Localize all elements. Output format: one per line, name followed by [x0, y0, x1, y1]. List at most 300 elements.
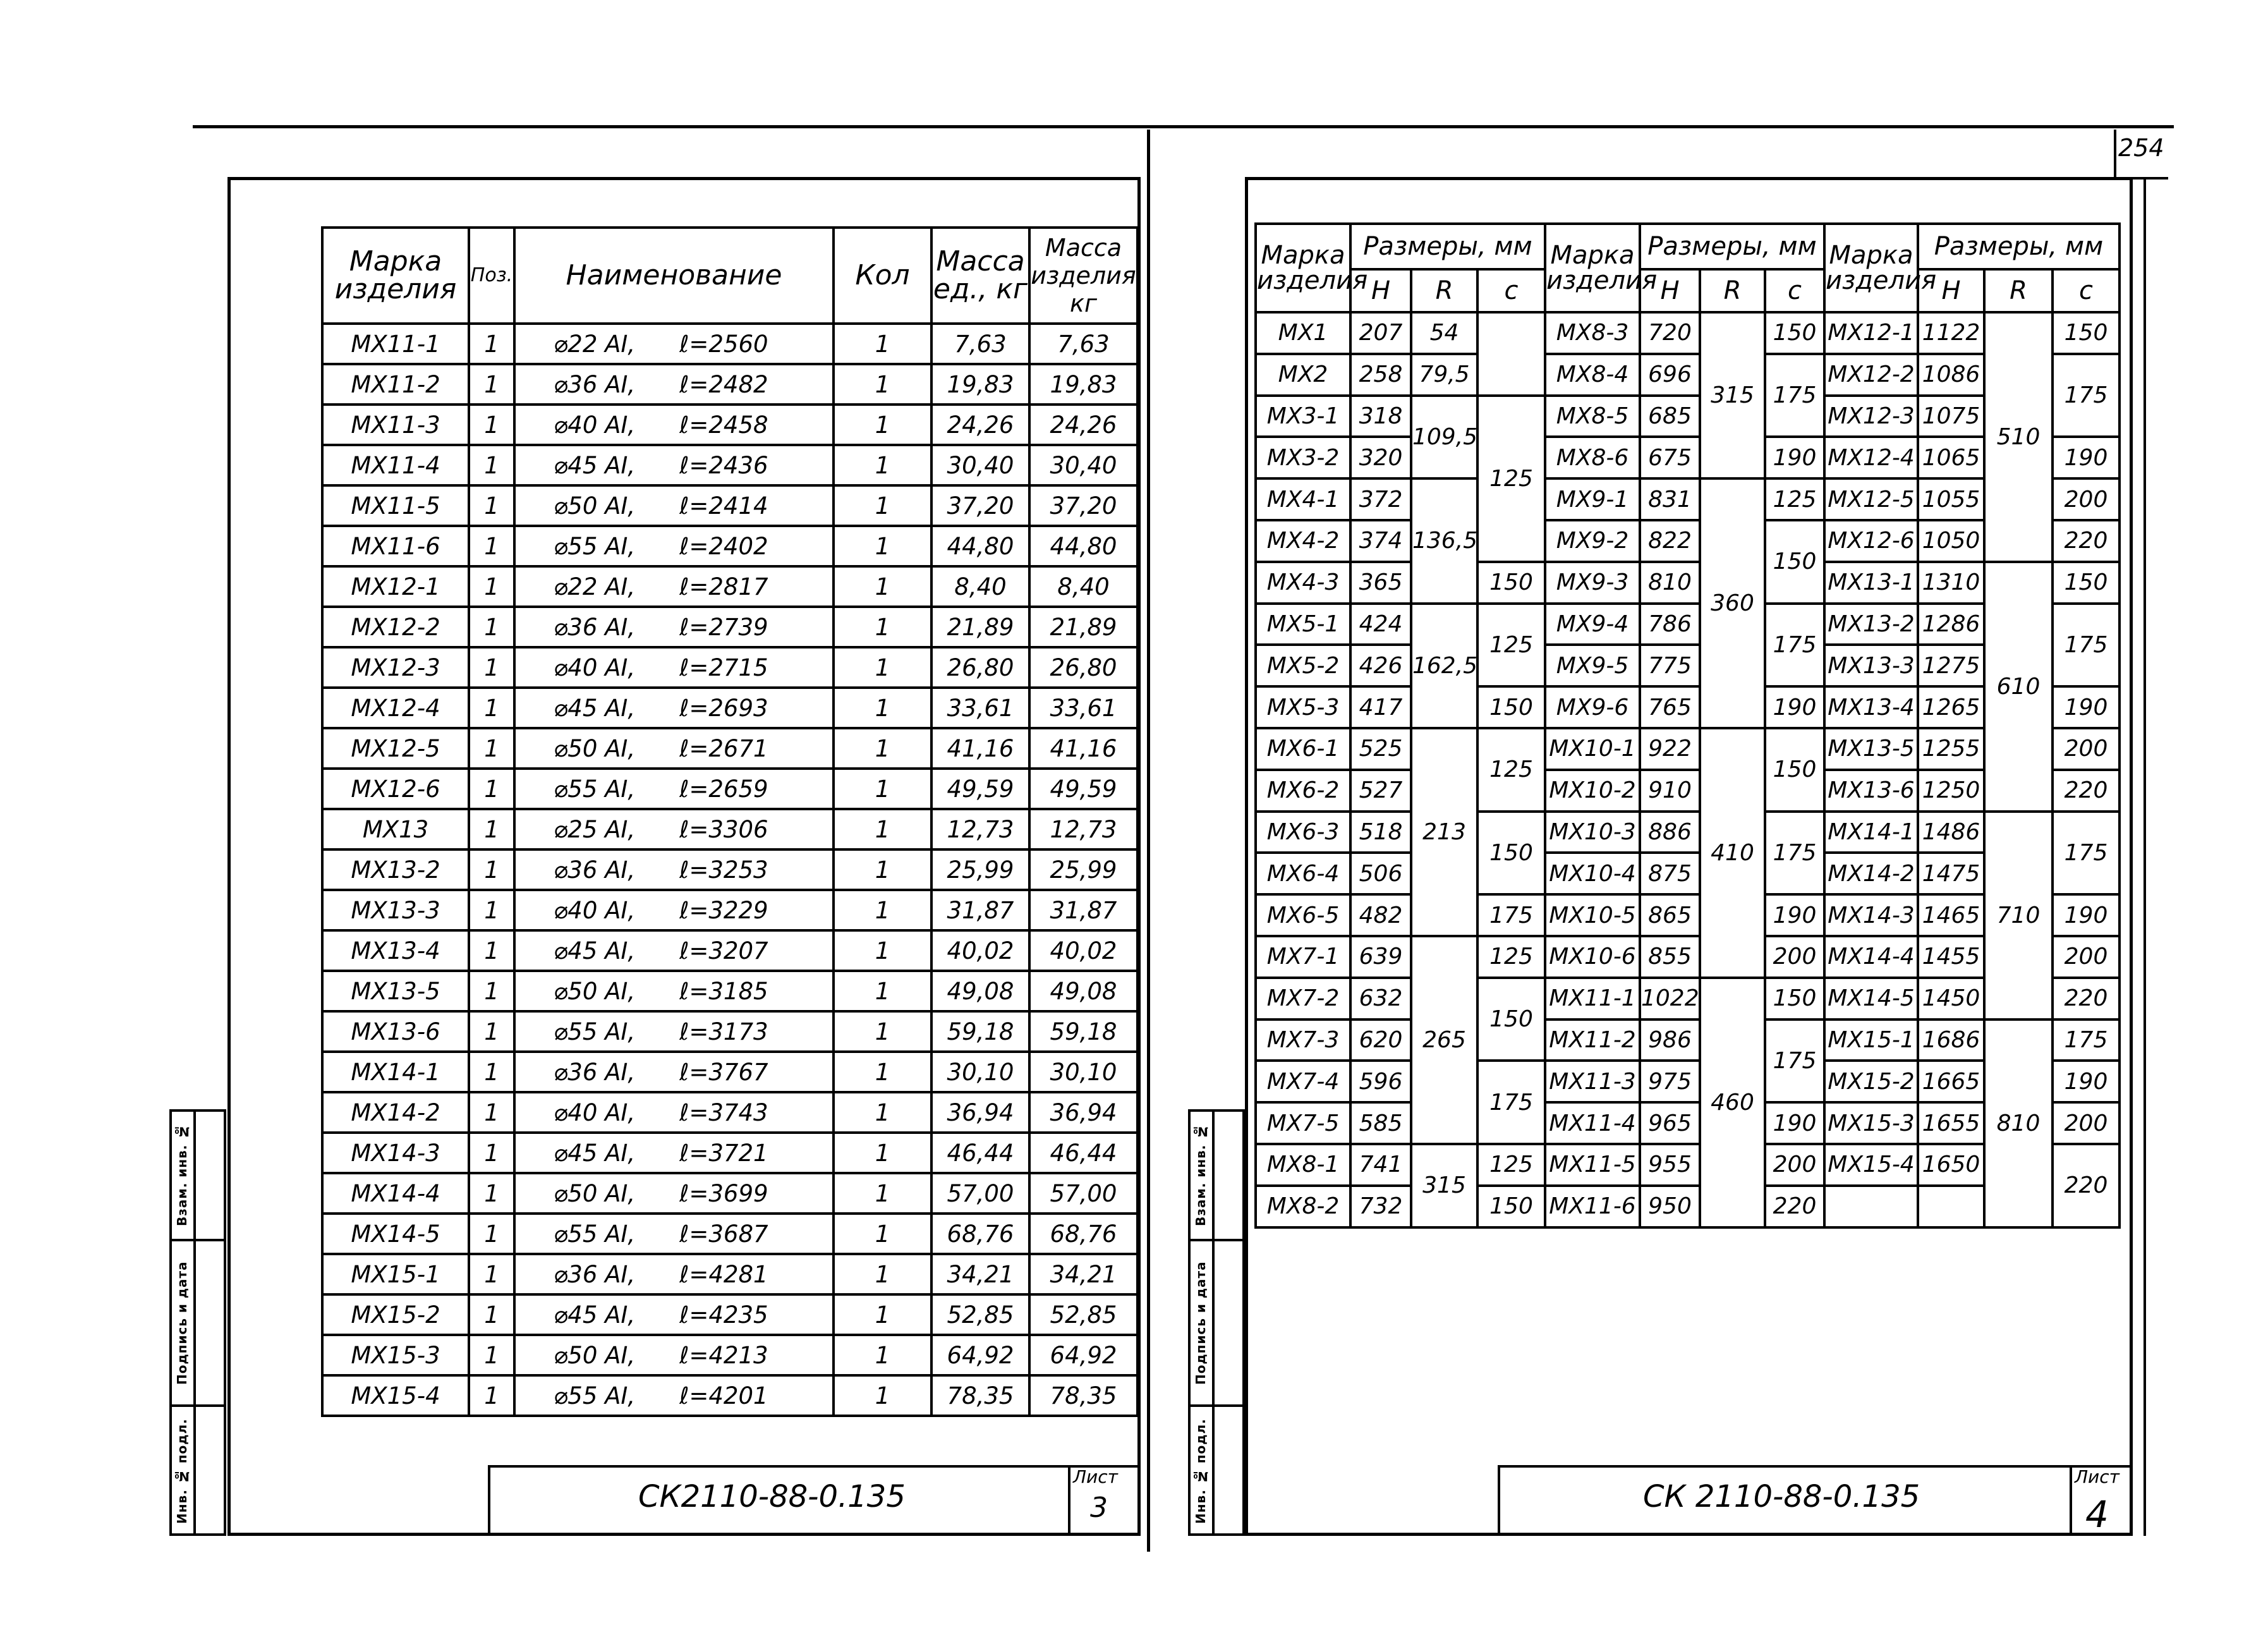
left-specification-table	[321, 226, 1139, 1417]
cell-qty: 1	[834, 364, 931, 405]
bar-diameter: ⌀45 АI,	[554, 694, 636, 722]
cell-mass-item: 57,00	[1029, 1173, 1137, 1214]
cell-qty: 1	[834, 1254, 931, 1294]
cell-mark: МХ10-3	[1545, 812, 1640, 853]
cell-R: 315	[1411, 1144, 1477, 1227]
cell-mark: МХ15-2	[1824, 1061, 1918, 1102]
cell-mass-item: 26,80	[1029, 647, 1137, 688]
bar-diameter: ⌀50 АI,	[554, 734, 636, 762]
cell-H: 417	[1350, 686, 1411, 728]
cell-H: 741	[1350, 1144, 1411, 1186]
cell-H: 1450	[1918, 978, 1984, 1019]
cell-mass-unit: 41,16	[931, 728, 1029, 769]
cell-H: 1122	[1918, 312, 1984, 354]
cell-pos: 1	[469, 1214, 514, 1254]
bar-length: ℓ=4281	[679, 1260, 768, 1288]
cell-mark: МХ7-1	[1256, 936, 1350, 978]
cell-mark: МХ6-2	[1256, 770, 1350, 812]
cell-qty: 1	[834, 1133, 931, 1173]
cell-c: 175	[2053, 1019, 2119, 1061]
table-row	[322, 849, 1137, 890]
cell-name	[514, 688, 834, 728]
cell-pos: 1	[469, 849, 514, 890]
cell-mark: МХ14-1	[1824, 812, 1918, 853]
cell-name	[514, 405, 834, 445]
cell-name	[514, 728, 834, 769]
cell-mark: МХ4-2	[1256, 520, 1350, 562]
cell-H: 1050	[1918, 520, 1984, 562]
cell-name	[514, 1173, 834, 1214]
cell-mark: МХ13-6	[322, 1011, 469, 1052]
cell-c: 200	[2053, 478, 2119, 520]
cell-qty: 1	[834, 769, 931, 809]
cell-mark: МХ10-1	[1545, 728, 1640, 770]
cell-pos: 1	[469, 971, 514, 1011]
cell-name	[514, 1052, 834, 1092]
cell-mark: МХ15-4	[1824, 1144, 1918, 1186]
cell-mark: МХ7-2	[1256, 978, 1350, 1019]
cell-mark: МХ12-6	[1824, 520, 1918, 562]
cell-mass-unit: 31,87	[931, 890, 1029, 930]
top-binding-line	[193, 125, 2174, 128]
right-stamp-vzam: Взам. инв. №	[1193, 1123, 1208, 1227]
table-row	[322, 485, 1137, 526]
cell-pos: 1	[469, 1335, 514, 1375]
bar-length: ℓ=2402	[679, 532, 768, 560]
table-row	[322, 1011, 1137, 1052]
cell-c: 200	[2053, 936, 2119, 978]
cell-qty: 1	[834, 1335, 931, 1375]
cell-pos: 1	[469, 1092, 514, 1133]
cell-c: 220	[1765, 1186, 1824, 1227]
cell-H: 886	[1640, 812, 1700, 853]
cell-mark: МХ6-3	[1256, 812, 1350, 853]
header-R-1: R	[1411, 269, 1477, 312]
table-row	[322, 971, 1137, 1011]
cell-mass-unit: 26,80	[931, 647, 1029, 688]
cell-H: 506	[1350, 853, 1411, 894]
cell-mass-item: 49,08	[1029, 971, 1137, 1011]
cell-pos: 1	[469, 1052, 514, 1092]
cell-mark: МХ10-2	[1545, 770, 1640, 812]
cell-name	[514, 607, 834, 647]
cell-mark: МХ11-5	[322, 485, 469, 526]
table-row	[322, 1133, 1137, 1173]
cell-mark: МХ4-3	[1256, 562, 1350, 604]
cell-H: 775	[1640, 645, 1700, 686]
cell-H: 1286	[1918, 604, 1984, 645]
cell-mark: МХ12-4	[322, 688, 469, 728]
cell-mark: МХ6-4	[1256, 853, 1350, 894]
cell-H: 950	[1640, 1186, 1700, 1227]
cell-pos: 1	[469, 647, 514, 688]
cell-mass-unit: 19,83	[931, 364, 1029, 405]
cell-mark: МХ10-5	[1545, 894, 1640, 936]
bar-diameter: ⌀50 АI,	[554, 977, 636, 1005]
cell-H: 1065	[1918, 437, 1984, 478]
cell-c: 125	[1477, 396, 1545, 562]
cell-c: 220	[2053, 1144, 2119, 1227]
cell-pos: 1	[469, 445, 514, 485]
right-strip-cut-1	[1188, 1239, 1245, 1241]
cell-qty: 1	[834, 688, 931, 728]
cell-mass-item: 37,20	[1029, 485, 1137, 526]
cell-H: 875	[1640, 853, 1700, 894]
cell-c: 190	[2053, 894, 2119, 936]
bar-length: ℓ=3743	[679, 1098, 768, 1126]
cell-mass-unit: 7,63	[931, 324, 1029, 364]
cell-c: 220	[2053, 978, 2119, 1019]
cell-mass-item: 78,35	[1029, 1375, 1137, 1416]
cell-mark: МХ14-1	[322, 1052, 469, 1092]
cell-name	[514, 849, 834, 890]
cell-name	[514, 890, 834, 930]
cell-mark: МХ12-1	[1824, 312, 1918, 354]
cell-H: 632	[1350, 978, 1411, 1019]
cell-mark: МХ15-1	[322, 1254, 469, 1294]
table-row	[322, 445, 1137, 485]
cell-mark: МХ12-3	[322, 647, 469, 688]
cell-pos: 1	[469, 1375, 514, 1416]
cell-mark: МХ13-4	[322, 930, 469, 971]
cell-mark: МХ5-1	[1256, 604, 1350, 645]
bar-length: ℓ=2693	[679, 694, 768, 722]
cell-R: 109,5	[1411, 396, 1477, 479]
cell-mass-unit: 8,40	[931, 566, 1029, 607]
table-row	[322, 1092, 1137, 1133]
cell-mark: МХ15-2	[322, 1294, 469, 1335]
cell-mark: МХ2	[1256, 354, 1350, 396]
bar-length: ℓ=2436	[679, 451, 768, 479]
cell-mark: МХ12-1	[322, 566, 469, 607]
cell-H: 258	[1350, 354, 1411, 396]
cell-qty: 1	[834, 1375, 931, 1416]
cell-mark: МХ9-2	[1545, 520, 1640, 562]
header-mark: Марка изделия	[322, 228, 469, 324]
cell-R: 315	[1700, 312, 1765, 478]
table-row	[322, 688, 1137, 728]
cell-H: 1255	[1918, 728, 1984, 770]
cell-mark: МХ15-3	[322, 1335, 469, 1375]
cell-H: 639	[1350, 936, 1411, 978]
cell-H: 810	[1640, 562, 1700, 604]
cell-H: 1650	[1918, 1144, 1984, 1186]
right-title-divider	[2070, 1465, 2072, 1536]
cell-mark: МХ15-3	[1824, 1102, 1918, 1144]
cell-mass-item: 7,63	[1029, 324, 1137, 364]
table-row	[1256, 812, 2119, 853]
cell-mass-unit: 52,85	[931, 1294, 1029, 1335]
cell-mark: МХ12-6	[322, 769, 469, 809]
cell-mark: МХ12-3	[1824, 396, 1918, 437]
cell-H: 822	[1640, 520, 1700, 562]
cell-mark: МХ8-1	[1256, 1144, 1350, 1186]
cell-mark: МХ11-3	[322, 405, 469, 445]
cell-c: 200	[2053, 728, 2119, 770]
cell-mark: МХ12-5	[1824, 478, 1918, 520]
cell-pos: 1	[469, 728, 514, 769]
header-c-1: c	[1477, 269, 1545, 312]
cell-name	[514, 1214, 834, 1254]
cell-mark: МХ1	[1256, 312, 1350, 354]
cell-mass-item: 41,16	[1029, 728, 1137, 769]
cell-pos: 1	[469, 1133, 514, 1173]
left-sheet-label: Лист	[1073, 1466, 1118, 1487]
cell-mark: МХ14-5	[322, 1214, 469, 1254]
table-row	[322, 1173, 1137, 1214]
cell-c: 190	[1765, 1102, 1824, 1144]
cell-mark: МХ8-5	[1545, 396, 1640, 437]
cell-c: 175	[1477, 1061, 1545, 1144]
table-row	[322, 607, 1137, 647]
cell-mark: МХ13-3	[1824, 645, 1918, 686]
cell-mark: МХ7-4	[1256, 1061, 1350, 1102]
cell-H: 685	[1640, 396, 1700, 437]
header-c-3: c	[2053, 269, 2119, 312]
cell-H: 1310	[1918, 562, 1984, 604]
cell-mark: МХ14-2	[322, 1092, 469, 1133]
bar-length: ℓ=3687	[679, 1220, 768, 1248]
table-row	[1256, 1019, 2119, 1061]
cell-mass-unit: 24,26	[931, 405, 1029, 445]
cell-H: 320	[1350, 437, 1411, 478]
table-row	[322, 647, 1137, 688]
cell-mass-item: 68,76	[1029, 1214, 1137, 1254]
bar-diameter: ⌀50 АI,	[554, 1179, 636, 1207]
left-strip-cut-1	[169, 1239, 226, 1241]
bar-length: ℓ=2659	[679, 775, 768, 803]
cell-mark: МХ14-4	[322, 1173, 469, 1214]
cell-pos: 1	[469, 364, 514, 405]
cell-mark: МХ8-4	[1545, 354, 1640, 396]
cell-c: 150	[1477, 978, 1545, 1061]
cell-mark: МХ8-3	[1545, 312, 1640, 354]
cell-c	[1477, 312, 1545, 396]
cell-mass-item: 30,10	[1029, 1052, 1137, 1092]
cell-c: 150	[2053, 312, 2119, 354]
cell-c: 150	[1477, 686, 1545, 728]
left-sheet-edge	[1147, 130, 1150, 1552]
table-row	[1256, 562, 2119, 604]
cell-pos: 1	[469, 930, 514, 971]
cell-c: 200	[1765, 1144, 1824, 1186]
cell-mass-item: 36,94	[1029, 1092, 1137, 1133]
cell-qty: 1	[834, 445, 931, 485]
cell-R: 410	[1700, 728, 1765, 978]
cell-mark: МХ11-2	[322, 364, 469, 405]
cell-H: 732	[1350, 1186, 1411, 1227]
cell-mass-unit: 21,89	[931, 607, 1029, 647]
cell-c: 125	[1477, 728, 1545, 812]
bar-diameter: ⌀45 АI,	[554, 1139, 636, 1167]
cell-mark: МХ12-2	[322, 607, 469, 647]
cell-H: 765	[1640, 686, 1700, 728]
header-name: Наименование	[514, 228, 834, 324]
cell-mark: МХ14-5	[1824, 978, 1918, 1019]
cell-H: 1055	[1918, 478, 1984, 520]
left-strip-divider	[193, 1109, 196, 1536]
cell-c: 150	[1765, 728, 1824, 812]
cell-mark: МХ10-6	[1545, 936, 1640, 978]
cell-mark: МХ14-3	[1824, 894, 1918, 936]
left-title-divider	[1068, 1465, 1070, 1536]
bar-diameter: ⌀40 АI,	[554, 654, 636, 681]
cell-mark: МХ11-1	[1545, 978, 1640, 1019]
cell-pos: 1	[469, 526, 514, 566]
cell-R: 810	[1984, 1019, 2053, 1227]
bar-diameter: ⌀55 АI,	[554, 1382, 636, 1409]
bar-length: ℓ=4235	[679, 1301, 768, 1329]
cell-mass-unit: 36,94	[931, 1092, 1029, 1133]
bar-diameter: ⌀45 АI,	[554, 451, 636, 479]
cell-mark: МХ9-3	[1545, 562, 1640, 604]
cell-name	[514, 809, 834, 849]
header-pos: Поз.	[469, 228, 514, 324]
cell-mark: МХ15-1	[1824, 1019, 1918, 1061]
bar-diameter: ⌀40 АI,	[554, 1098, 636, 1126]
cell-H: 1686	[1918, 1019, 1984, 1061]
cell-mark: МХ11-6	[1545, 1186, 1640, 1227]
right-dimensions-table	[1254, 222, 2121, 1229]
cell-mark: МХ9-4	[1545, 604, 1640, 645]
cell-mark: МХ11-4	[1545, 1102, 1640, 1144]
cell-mass-unit: 34,21	[931, 1254, 1029, 1294]
cell-pos: 1	[469, 1254, 514, 1294]
cell-mark: МХ6-5	[1256, 894, 1350, 936]
cell-c: 175	[1765, 1019, 1824, 1103]
cell-mark: МХ8-6	[1545, 437, 1640, 478]
cell-R: 610	[1984, 562, 2053, 812]
cell-mass-unit: 64,92	[931, 1335, 1029, 1375]
cell-name	[514, 485, 834, 526]
cell-mark: МХ13-5	[322, 971, 469, 1011]
cell-mass-unit: 33,61	[931, 688, 1029, 728]
cell-mark: МХ13-2	[1824, 604, 1918, 645]
left-document-code: СК2110-88-0.135	[638, 1479, 906, 1514]
cell-qty: 1	[834, 526, 931, 566]
cell-qty: 1	[834, 324, 931, 364]
table-row	[322, 526, 1137, 566]
bar-diameter: ⌀55 АI,	[554, 1220, 636, 1248]
cell-qty: 1	[834, 647, 931, 688]
cell-c: 175	[2053, 604, 2119, 687]
cell-mass-item: 24,26	[1029, 405, 1137, 445]
header-c-2: c	[1765, 269, 1824, 312]
cell-mass-item: 8,40	[1029, 566, 1137, 607]
cell-c: 125	[1477, 604, 1545, 687]
cell-qty: 1	[834, 1011, 931, 1052]
cell-qty: 1	[834, 971, 931, 1011]
cell-mark: МХ7-3	[1256, 1019, 1350, 1061]
cell-mass-unit: 78,35	[931, 1375, 1029, 1416]
table-row	[322, 930, 1137, 971]
table-row	[322, 1375, 1137, 1416]
cell-name	[514, 769, 834, 809]
cell-name	[514, 364, 834, 405]
cell-H: 518	[1350, 812, 1411, 853]
cell-mass-unit: 40,02	[931, 930, 1029, 971]
header-mark-2: Марка изделия	[1545, 224, 1640, 312]
table-row	[322, 728, 1137, 769]
header-H-3: H	[1918, 269, 1984, 312]
right-strip-cut-2	[1188, 1404, 1245, 1407]
cell-H: 1250	[1918, 770, 1984, 812]
cell-qty: 1	[834, 930, 931, 971]
cell-H: 975	[1640, 1061, 1700, 1102]
cell-c: 190	[2053, 686, 2119, 728]
bar-diameter: ⌀45 АI,	[554, 937, 636, 965]
cell-mark: МХ7-5	[1256, 1102, 1350, 1144]
right-stamp-inv: Инв. № подл.	[1193, 1418, 1208, 1524]
cell-mark: МХ12-2	[1824, 354, 1918, 396]
cell-pos: 1	[469, 1294, 514, 1335]
cell-R: 460	[1700, 978, 1765, 1227]
cell-H: 1465	[1918, 894, 1984, 936]
cell-H: 365	[1350, 562, 1411, 604]
left-strip-cut-2	[169, 1404, 226, 1407]
right-document-code: СК 2110-88-0.135	[1643, 1479, 1920, 1514]
header-R-2: R	[1700, 269, 1765, 312]
bar-length: ℓ=2671	[679, 734, 768, 762]
right-strip-divider	[1212, 1109, 1215, 1536]
cell-qty: 1	[834, 890, 931, 930]
cell-R: 213	[1411, 728, 1477, 936]
cell-H: 527	[1350, 770, 1411, 812]
cell-mass-unit: 59,18	[931, 1011, 1029, 1052]
cell-qty: 1	[834, 1214, 931, 1254]
cell-c: 175	[1765, 812, 1824, 895]
cell-name	[514, 1254, 834, 1294]
bar-diameter: ⌀50 АI,	[554, 492, 636, 520]
cell-c: 190	[2053, 437, 2119, 478]
bar-length: ℓ=2414	[679, 492, 768, 520]
cell-c: 125	[1477, 1144, 1545, 1186]
cell-c: 150	[1477, 812, 1545, 895]
cell-pos: 1	[469, 324, 514, 364]
cell-name	[514, 1375, 834, 1416]
cell-H: 1086	[1918, 354, 1984, 396]
cell-mark: МХ4-1	[1256, 478, 1350, 520]
cell-mark: МХ11-3	[1545, 1061, 1640, 1102]
cell-H: 720	[1640, 312, 1700, 354]
cell-mark: МХ13-6	[1824, 770, 1918, 812]
cell-mass-item: 25,99	[1029, 849, 1137, 890]
cell-H: 1655	[1918, 1102, 1984, 1144]
cell-c: 175	[1765, 354, 1824, 437]
cell-H: 1455	[1918, 936, 1984, 978]
cell-mass-unit: 49,08	[931, 971, 1029, 1011]
cell-name	[514, 1011, 834, 1052]
bar-length: ℓ=3207	[679, 937, 768, 965]
cell-mass-item: 64,92	[1029, 1335, 1137, 1375]
cell-pos: 1	[469, 688, 514, 728]
header-H-2: H	[1640, 269, 1700, 312]
cell-name	[514, 1294, 834, 1335]
cell-mark: МХ13-2	[322, 849, 469, 890]
cell-R: 136,5	[1411, 478, 1477, 603]
cell-H: 585	[1350, 1102, 1411, 1144]
cell-c: 150	[1765, 312, 1824, 354]
cell-mark: МХ12-4	[1824, 437, 1918, 478]
bar-length: ℓ=3229	[679, 896, 768, 924]
bar-diameter: ⌀55 АI,	[554, 1018, 636, 1045]
left-stamp-inv: Инв. № подл.	[174, 1418, 190, 1524]
left-stamp-vzam: Взам. инв. №	[174, 1123, 190, 1227]
cell-H: 865	[1640, 894, 1700, 936]
cell-H: 1486	[1918, 812, 1984, 853]
cell-H: 786	[1640, 604, 1700, 645]
cell-c: 175	[2053, 812, 2119, 895]
